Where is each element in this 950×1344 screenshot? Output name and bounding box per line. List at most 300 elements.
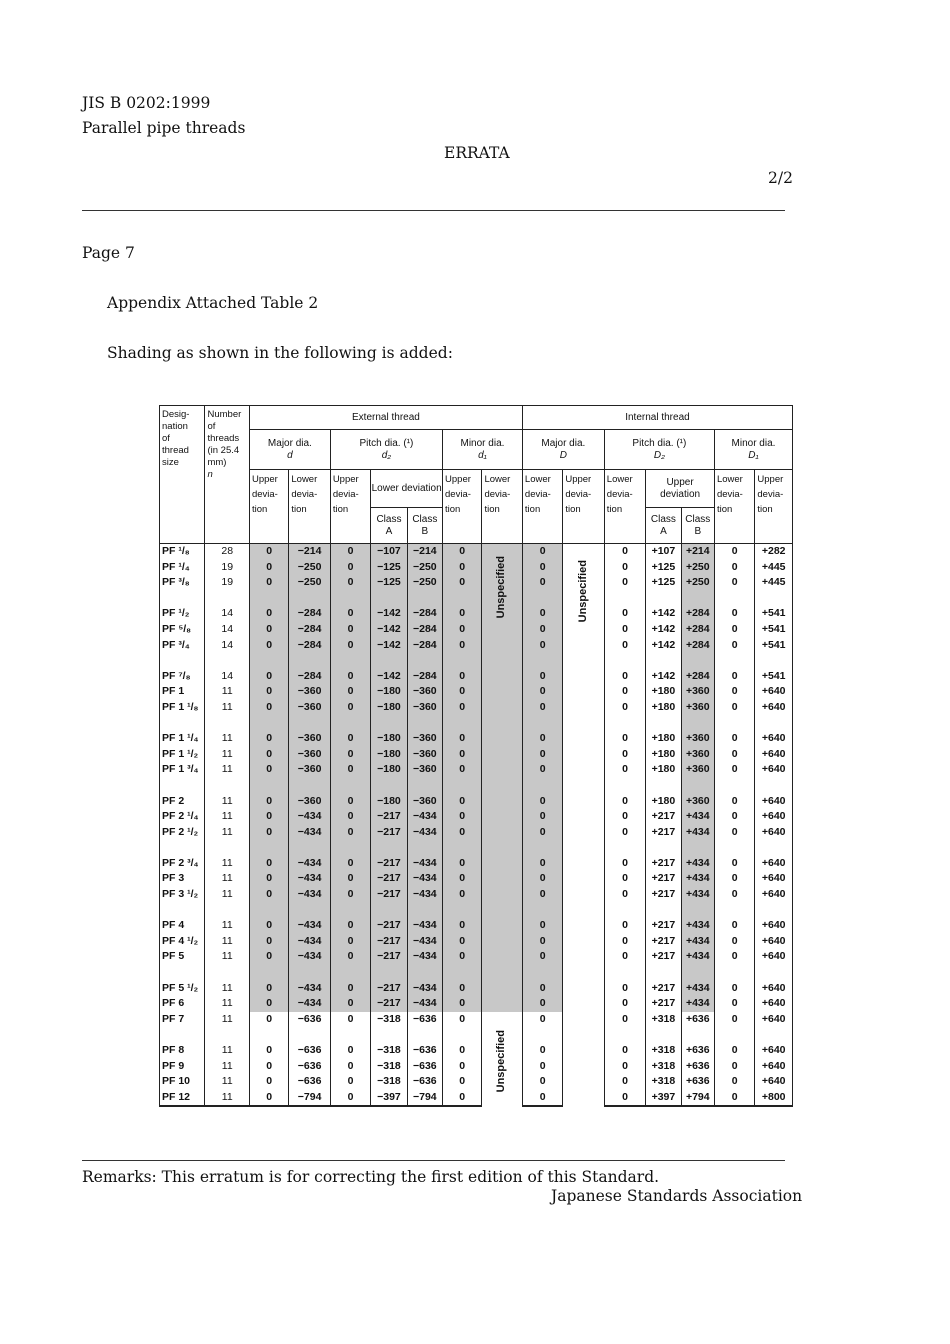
spacer-cell [604, 840, 645, 856]
spacer-cell [249, 716, 288, 732]
int-minor-dia-header: Minor dia. D₁ [714, 430, 792, 470]
designation-cell: PF 8 [160, 1043, 205, 1059]
value-cell: 0 [443, 794, 482, 810]
value-cell: 0 [443, 949, 482, 965]
spacer-cell [755, 653, 793, 669]
value-cell: +217 [646, 949, 681, 965]
designation-cell: PF 7 [160, 1012, 205, 1028]
value-cell: 0 [330, 622, 370, 638]
value-cell: 0 [522, 856, 562, 872]
upper-deviation-header: Upper devia- tion [755, 470, 793, 544]
value-cell: 0 [443, 825, 482, 841]
value-cell: 0 [330, 949, 370, 965]
value-cell: +640 [755, 1059, 793, 1075]
upper-deviation-header: Upper devia- tion [249, 470, 288, 544]
threads-header: Number of threads (in 25.4 mm) n [205, 406, 249, 544]
value-cell: −360 [289, 794, 330, 810]
spacer-cell [714, 840, 754, 856]
value-cell: 0 [249, 1090, 288, 1107]
value-cell: +541 [755, 606, 793, 622]
spacer-cell [289, 1027, 330, 1043]
value-cell: 0 [249, 856, 288, 872]
value-cell: 0 [443, 934, 482, 950]
value-cell: 0 [249, 762, 288, 778]
table-header [160, 406, 793, 544]
value-cell: 0 [522, 1012, 562, 1028]
page-reference: Page 7 [82, 244, 135, 262]
value-cell: +142 [646, 606, 681, 622]
value-cell: −434 [289, 996, 330, 1012]
value-cell: 0 [714, 1059, 754, 1075]
value-cell: 0 [249, 622, 288, 638]
value-cell: 0 [330, 638, 370, 654]
spacer-cell [330, 1027, 370, 1043]
spacer-cell [289, 903, 330, 919]
value-cell: 0 [443, 1059, 482, 1075]
value-cell: +318 [646, 1012, 681, 1028]
value-cell: −794 [289, 1090, 330, 1107]
value-cell: 0 [330, 544, 370, 560]
value-cell: −360 [289, 684, 330, 700]
value-cell: 0 [714, 996, 754, 1012]
value-cell: −180 [371, 762, 407, 778]
value-cell: −434 [407, 996, 442, 1012]
value-cell: 0 [714, 856, 754, 872]
value-cell: +640 [755, 1043, 793, 1059]
document-title: Parallel pipe threads [82, 119, 246, 137]
spacer-cell [289, 778, 330, 794]
table-row [160, 1043, 793, 1059]
spacer-cell [289, 840, 330, 856]
lower-deviation-header: Lower devia- tion [714, 470, 754, 544]
value-cell: −434 [289, 981, 330, 997]
value-cell: +640 [755, 1012, 793, 1028]
spacer-cell [443, 903, 482, 919]
value-cell: 0 [249, 544, 288, 560]
value-cell: −397 [371, 1090, 407, 1107]
value-cell: 0 [522, 949, 562, 965]
value-cell: −284 [407, 638, 442, 654]
table-row [160, 544, 793, 560]
table-row [160, 825, 793, 841]
value-cell: +282 [755, 544, 793, 560]
value-cell: 11 [205, 996, 249, 1012]
spacer-cell [407, 965, 442, 981]
value-cell: 0 [604, 575, 645, 591]
spacer-cell [249, 903, 288, 919]
spacer-cell [714, 965, 754, 981]
value-cell: 0 [249, 871, 288, 887]
value-cell: +640 [755, 684, 793, 700]
value-cell: −318 [371, 1043, 407, 1059]
value-cell: 0 [604, 918, 645, 934]
int-class-b-header: Class B [681, 508, 714, 544]
designation-cell: PF ⁵/₈ [160, 622, 205, 638]
value-cell: 0 [249, 638, 288, 654]
value-cell: 0 [443, 684, 482, 700]
value-cell: 0 [443, 871, 482, 887]
value-cell: +214 [681, 544, 714, 560]
value-cell: +217 [646, 918, 681, 934]
spacer-cell [714, 591, 754, 607]
value-cell: +541 [755, 622, 793, 638]
instruction-text: Shading as shown in the following is added: [107, 344, 453, 362]
value-cell: 0 [714, 762, 754, 778]
value-cell: 0 [330, 887, 370, 903]
spacer-cell [289, 591, 330, 607]
designation-cell: PF 4 [160, 918, 205, 934]
value-cell: 0 [714, 560, 754, 576]
spacer-cell [205, 716, 249, 732]
value-cell: −636 [289, 1012, 330, 1028]
value-cell: 0 [714, 606, 754, 622]
value-cell: 0 [522, 1074, 562, 1090]
table-row [160, 1074, 793, 1090]
value-cell: 0 [522, 622, 562, 638]
spacer-cell [604, 653, 645, 669]
value-cell: −434 [407, 856, 442, 872]
value-cell: −636 [407, 1074, 442, 1090]
value-cell: 0 [443, 700, 482, 716]
value-cell: 0 [249, 825, 288, 841]
spacer-cell [681, 965, 714, 981]
value-cell: −250 [407, 560, 442, 576]
value-cell: 0 [604, 825, 645, 841]
value-cell: 11 [205, 949, 249, 965]
value-cell: +794 [681, 1090, 714, 1107]
value-cell: 0 [714, 669, 754, 685]
designation-cell: PF ¹/₄ [160, 560, 205, 576]
table-row [160, 794, 793, 810]
value-cell: −107 [371, 544, 407, 560]
value-cell: +640 [755, 949, 793, 965]
value-cell: 0 [522, 560, 562, 576]
spacer-cell [755, 716, 793, 732]
upper-deviation-group-header: Upper deviation [646, 470, 715, 508]
spacer-cell [522, 1027, 562, 1043]
value-cell: +360 [681, 762, 714, 778]
designation-cell: PF 2 ³/₄ [160, 856, 205, 872]
value-cell: +640 [755, 934, 793, 950]
value-cell: 0 [714, 638, 754, 654]
spacer-cell [160, 1027, 205, 1043]
designation-cell: PF 5 [160, 949, 205, 965]
value-cell: −434 [289, 949, 330, 965]
value-cell: +360 [681, 700, 714, 716]
remarks-text: Remarks: This erratum is for correcting the first edition of this Standard. [82, 1168, 660, 1186]
spacer-cell [160, 903, 205, 919]
spacer-cell [681, 716, 714, 732]
value-cell: −250 [407, 575, 442, 591]
spacer-cell [522, 965, 562, 981]
value-cell: +125 [646, 560, 681, 576]
table-row [160, 762, 793, 778]
value-cell: 0 [522, 747, 562, 763]
table-row [160, 1090, 793, 1107]
value-cell: −360 [289, 747, 330, 763]
value-cell: −217 [371, 887, 407, 903]
value-cell: 0 [714, 794, 754, 810]
value-cell: 0 [714, 544, 754, 560]
table-row-spacer [160, 965, 793, 981]
value-cell: 11 [205, 1012, 249, 1028]
value-cell: 0 [330, 825, 370, 841]
value-cell: −360 [289, 731, 330, 747]
value-cell: −636 [407, 1012, 442, 1028]
value-cell: −360 [407, 762, 442, 778]
value-cell: 0 [249, 606, 288, 622]
value-cell: 0 [604, 809, 645, 825]
spacer-cell [407, 840, 442, 856]
value-cell: +800 [755, 1090, 793, 1107]
value-cell: −434 [407, 934, 442, 950]
value-cell: 0 [249, 809, 288, 825]
spacer-cell [205, 903, 249, 919]
value-cell: +434 [681, 981, 714, 997]
spacer-cell [205, 653, 249, 669]
spacer-cell [371, 591, 407, 607]
value-cell: 11 [205, 887, 249, 903]
spacer-cell [646, 1027, 681, 1043]
value-cell: −434 [407, 949, 442, 965]
value-cell: −434 [407, 918, 442, 934]
int-major-dia-header: Major dia. D [522, 430, 604, 470]
value-cell: −360 [289, 700, 330, 716]
value-cell: +445 [755, 560, 793, 576]
spacer-cell [443, 965, 482, 981]
table-row [160, 871, 793, 887]
spacer-cell [443, 653, 482, 669]
table-row [160, 934, 793, 950]
value-cell: +250 [681, 575, 714, 591]
value-cell: −125 [371, 560, 407, 576]
value-cell: 28 [205, 544, 249, 560]
value-cell: 0 [443, 1012, 482, 1028]
value-cell: −142 [371, 622, 407, 638]
value-cell: 0 [249, 996, 288, 1012]
spacer-cell [714, 653, 754, 669]
value-cell: 0 [714, 747, 754, 763]
spacer-cell [681, 840, 714, 856]
spacer-cell [407, 1027, 442, 1043]
table-row [160, 669, 793, 685]
value-cell: +217 [646, 825, 681, 841]
value-cell: 0 [443, 981, 482, 997]
internal-thread-header: Internal thread [522, 406, 792, 430]
value-cell: −360 [407, 747, 442, 763]
value-cell: 0 [714, 1090, 754, 1107]
value-cell: −318 [371, 1074, 407, 1090]
unspecified-label: Unspecified [495, 1029, 508, 1093]
value-cell: 0 [522, 1043, 562, 1059]
value-cell: +434 [681, 856, 714, 872]
value-cell: −434 [407, 825, 442, 841]
value-cell: 0 [604, 934, 645, 950]
spacer-cell [755, 778, 793, 794]
value-cell: 0 [443, 1043, 482, 1059]
value-cell: 0 [330, 700, 370, 716]
spacer-cell [522, 903, 562, 919]
value-cell: 11 [205, 825, 249, 841]
value-cell: +142 [646, 669, 681, 685]
value-cell: +180 [646, 700, 681, 716]
value-cell: 0 [714, 809, 754, 825]
table-row [160, 949, 793, 965]
value-cell: −636 [289, 1074, 330, 1090]
spacer-cell [604, 716, 645, 732]
value-cell: +640 [755, 856, 793, 872]
value-cell: +640 [755, 825, 793, 841]
value-cell: 0 [330, 747, 370, 763]
value-cell: 0 [714, 918, 754, 934]
value-cell: 0 [443, 575, 482, 591]
value-cell: 0 [330, 560, 370, 576]
value-cell: 0 [249, 949, 288, 965]
spacer-cell [714, 903, 754, 919]
spacer-cell [714, 1027, 754, 1043]
value-cell: +284 [681, 638, 714, 654]
value-cell: −217 [371, 981, 407, 997]
value-cell: 0 [249, 1043, 288, 1059]
value-cell: 0 [330, 809, 370, 825]
value-cell: −217 [371, 934, 407, 950]
value-cell: +217 [646, 981, 681, 997]
value-cell: +445 [755, 575, 793, 591]
value-cell: +640 [755, 981, 793, 997]
int-pitch-dia-header: Pitch dia. (¹) D₂ [604, 430, 714, 470]
spacer-cell [371, 1027, 407, 1043]
value-cell: −434 [289, 871, 330, 887]
value-cell: +217 [646, 856, 681, 872]
value-cell: −284 [289, 638, 330, 654]
spacer-cell [160, 591, 205, 607]
value-cell: −434 [407, 887, 442, 903]
spacer-cell [646, 591, 681, 607]
designation-cell: PF ¹/₂ [160, 606, 205, 622]
spacer-cell [160, 653, 205, 669]
value-cell: 0 [604, 606, 645, 622]
value-cell: +434 [681, 887, 714, 903]
ext-minor-lower-unspecified [482, 544, 522, 1012]
value-cell: 0 [522, 731, 562, 747]
spacer-cell [755, 965, 793, 981]
value-cell: 0 [522, 1090, 562, 1107]
value-cell: 0 [443, 606, 482, 622]
value-cell: +434 [681, 871, 714, 887]
value-cell: 0 [604, 996, 645, 1012]
value-cell: 0 [522, 669, 562, 685]
table-row-spacer [160, 840, 793, 856]
value-cell: 0 [522, 794, 562, 810]
spacer-cell [604, 778, 645, 794]
value-cell: 0 [522, 918, 562, 934]
value-cell: 0 [604, 794, 645, 810]
value-cell: −180 [371, 731, 407, 747]
value-cell: 0 [443, 638, 482, 654]
lower-deviation-header: Lower devia- tion [522, 470, 562, 544]
value-cell: 0 [330, 856, 370, 872]
value-cell: −217 [371, 825, 407, 841]
value-cell: 0 [330, 1059, 370, 1075]
value-cell: −284 [289, 622, 330, 638]
page-number: 2/2 [768, 169, 793, 187]
spacer-cell [443, 716, 482, 732]
value-cell: −284 [407, 606, 442, 622]
spacer-cell [755, 1027, 793, 1043]
table-row [160, 1059, 793, 1075]
value-cell: 0 [714, 575, 754, 591]
value-cell: +640 [755, 747, 793, 763]
value-cell: 0 [604, 560, 645, 576]
value-cell: 0 [604, 747, 645, 763]
designation-cell: PF 3 [160, 871, 205, 887]
value-cell: 0 [714, 825, 754, 841]
value-cell: 0 [330, 996, 370, 1012]
value-cell: 0 [522, 762, 562, 778]
value-cell: −794 [407, 1090, 442, 1107]
designation-cell: PF 2 [160, 794, 205, 810]
value-cell: 0 [330, 1090, 370, 1107]
value-cell: −214 [407, 544, 442, 560]
value-cell: 11 [205, 1043, 249, 1059]
spacer-cell [443, 840, 482, 856]
value-cell: +640 [755, 918, 793, 934]
lower-deviation-header: Lower devia- tion [604, 470, 645, 544]
spacer-cell [681, 1027, 714, 1043]
upper-deviation-header: Upper devia- tion [563, 470, 604, 544]
spacer-cell [371, 716, 407, 732]
spacer-cell [604, 591, 645, 607]
errata-heading: ERRATA [444, 144, 510, 162]
value-cell: −360 [407, 794, 442, 810]
designation-cell: PF 2 ¹/₄ [160, 809, 205, 825]
value-cell: 0 [522, 606, 562, 622]
value-cell: −284 [407, 669, 442, 685]
table-row [160, 638, 793, 654]
ext-minor-lower-unspecified [482, 1012, 522, 1107]
spacer-cell [249, 1027, 288, 1043]
lower-deviation-group-header: Lower deviation [371, 470, 443, 508]
designation-cell: PF 4 ¹/₂ [160, 934, 205, 950]
value-cell: +180 [646, 747, 681, 763]
value-cell: 11 [205, 747, 249, 763]
value-cell: 0 [249, 1074, 288, 1090]
value-cell: −434 [289, 934, 330, 950]
value-cell: 0 [604, 887, 645, 903]
value-cell: −636 [407, 1059, 442, 1075]
value-cell: 0 [443, 762, 482, 778]
ext-major-dia-header: Major dia. d [249, 430, 330, 470]
spacer-cell [407, 716, 442, 732]
lower-deviation-header: Lower devia- tion [482, 470, 522, 544]
value-cell: 0 [443, 856, 482, 872]
value-cell: 0 [522, 825, 562, 841]
value-cell: 0 [714, 981, 754, 997]
value-cell: 0 [604, 949, 645, 965]
value-cell: +180 [646, 762, 681, 778]
spacer-cell [160, 716, 205, 732]
value-cell: 11 [205, 762, 249, 778]
value-cell: +217 [646, 934, 681, 950]
value-cell: 0 [330, 794, 370, 810]
value-cell: −217 [371, 949, 407, 965]
unspecified-label: Unspecified [495, 556, 508, 619]
spacer-cell [755, 903, 793, 919]
value-cell: 0 [522, 809, 562, 825]
spacer-cell [646, 716, 681, 732]
spacer-cell [160, 965, 205, 981]
value-cell: 0 [443, 887, 482, 903]
